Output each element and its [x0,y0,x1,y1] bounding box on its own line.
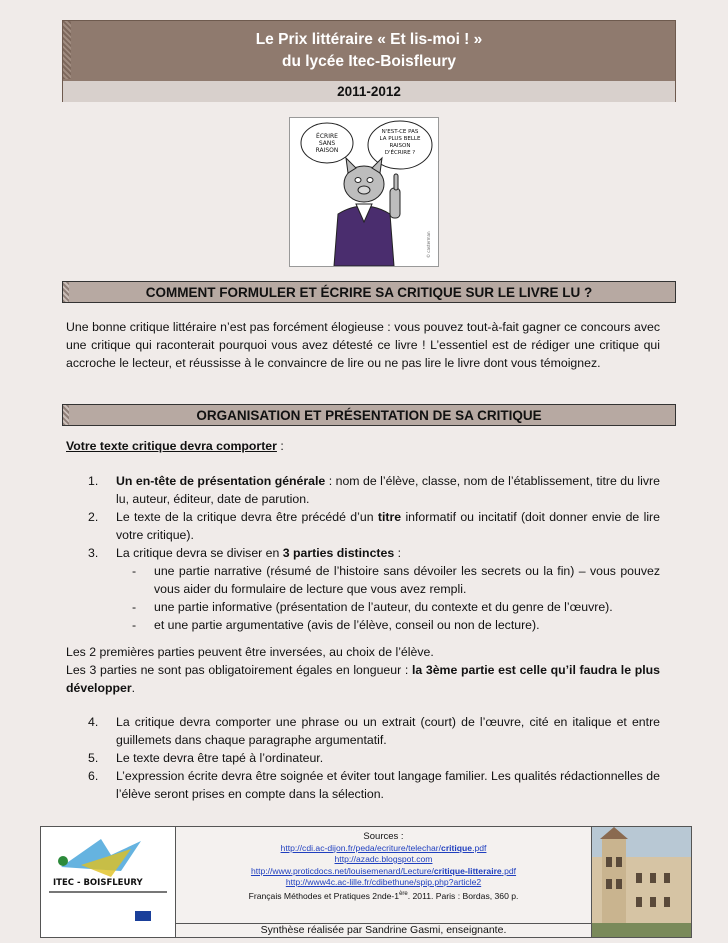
list-intro [66,437,660,455]
cartoon-cat-image [290,118,438,266]
section-heading-text: COMMENT FORMULER ET ÉCRIRE SA CRITIQUE SUR LE LIVRE LU ? [145,285,593,300]
book-reference-sup: ère [399,890,408,897]
list-item-number: 2. [88,510,99,524]
list-item-number: 5. [88,751,99,765]
notes-paragraph [66,643,660,697]
logo-text: ITEC - BOISFLEURY [53,878,143,888]
svg-text:LA PLUS BELLE: LA PLUS BELLE [379,136,421,142]
list-intro-suffix: : [276,439,284,453]
title-line1: Le Prix littéraire « Et lis-moi ! » [255,31,483,48]
svg-text:RAISON: RAISON [315,147,339,154]
list-item-bold: titre [377,510,402,524]
list-item [66,749,660,767]
source-link-3-end[interactable]: .pdf [501,865,517,876]
section-stripe [63,405,69,425]
source-link-4[interactable]: http://www4c.ac-lille.fr/cdibethune/spip.php?article2 [285,877,482,887]
note-2-bold: la 3ème partie est celle qu’il faudra le plus développer [66,663,660,695]
svg-text:© casterman: © casterman [426,231,431,258]
title-line2: du lycée Itec-Boisfleury [281,53,456,70]
note-2-end: . [131,681,136,695]
title-stripe [63,21,71,79]
sub-list-item-text: une partie narrative (résumé de l’histoire sans dévoiler les secrets ou la fin) – vous pouvez vous aider du formulaire de lecture que vous avez rempli. [154,564,660,596]
source-link-1[interactable] [176,843,591,855]
list-item-text: Le texte devra être tapé à l’ordinateur. [116,751,324,765]
svg-text:RAISON: RAISON [389,143,411,149]
list-item-text: La critique devra comporter une phrase ou un extrait (court) de l’œuvre, cité en italique et entre guillemets dans chaque paragraphe argumentatif. [116,715,660,747]
book-reference-text: Français Méthodes et Pratiques 2nde-1 [248,890,400,901]
requirements-list [66,472,660,634]
svg-text:ÉCRIRE: ÉCRIRE [316,133,338,140]
cartoon-illustration [289,117,439,267]
list-item-number: 1. [88,474,99,488]
source-link-1-end[interactable]: .pdf [472,842,487,853]
source-link-3[interactable] [176,866,591,878]
list-item-bold: Un en-tête de présentation générale [116,474,326,488]
sub-list-item [66,562,660,598]
dash-bullet: - [132,564,137,578]
intro-paragraph: Une bonne critique littéraire n’est pas forcément élogieuse : vous pouvez tout-à-fait gagner ce concours avec une critique qui raconterait pourquoi vous avez détesté ce livre ! L’essentiel est de rédiger une critique qui accroche le lecteur, et réussisse à le convaincre de lire ou ne pas lire le livre dont vous témoignez. [66,320,660,370]
list-item-number: 6. [88,769,99,783]
building-photo [592,827,691,937]
list-item [66,713,660,749]
section-heading-organisation [62,404,676,426]
list-intro-label: Votre texte critique devra comporter [66,439,277,453]
sub-list-item [66,598,660,616]
dash-bullet: - [132,618,137,632]
svg-text:D'ÉCRIRE ?: D'ÉCRIRE ? [384,150,416,156]
note-2-text: Les 3 parties ne sont pas obligatoirement égales en longueur : [66,663,412,677]
note-2 [66,661,660,697]
list-item [66,508,660,544]
svg-text:N'EST-CE PAS: N'EST-CE PAS [381,129,419,135]
list-item [66,472,660,508]
source-link-3-bold[interactable]: critique-litteraire [433,865,502,876]
school-photo [591,827,691,937]
list-item-text: informatif ou incitatif (doit donner envie de lire votre critique). [116,510,660,542]
section-stripe [63,282,69,302]
note-1: Les 2 premières parties peuvent être inversées, au choix de l’élève. [66,645,434,659]
school-logo [41,827,176,937]
sources-title: Sources : [363,831,404,842]
list-item-number: 3. [88,546,99,560]
list-item [66,544,660,562]
source-link-3-text[interactable]: http://www.proticdocs.net/louisemenard/Lecture/ [250,865,434,876]
sub-list-item-text: une partie informative (présentation de l’auteur, du contexte et du genre de l’œuvre). [154,600,613,614]
list-item-text: L’expression écrite devra être soignée et éviter tout langage familier. Les qualités rédactionnelles de l’élève seront prises en compte dans la sélection. [116,769,660,801]
section-heading-critique [62,281,676,303]
year-label: 2011-2012 [63,81,675,102]
list-item-number: 4. [88,715,99,729]
source-link-2[interactable]: http://azadc.blogspot.com [334,854,433,864]
source-link-1-bold[interactable]: critique [441,842,473,853]
list-item-bold: 3 parties distinctes [282,546,395,560]
credit-line: Synthèse réalisée par Sandrine Gasmi, enseignante. [176,923,591,937]
footer [40,826,692,938]
source-link-1-text[interactable]: http://cdi.ac-dijon.fr/peda/ecriture/telechar/ [280,842,442,853]
list-item-text-pre: La critique devra se diviser en [116,546,283,560]
sub-list-item [66,616,660,634]
list-item-text: : nom de l’élève, classe, nom de l’établissement, titre du livre lu, auteur, éditeur, date de parution. [116,474,660,506]
sub-list-item-text: et une partie argumentative (avis de l’élève, conseil ou non de lecture). [154,618,540,632]
svg-text:SANS: SANS [318,140,336,147]
list-item-text-pre: Le texte de la critique devra être précédé d’un [116,510,378,524]
section-heading-text: ORGANISATION ET PRÉSENTATION DE SA CRITIQUE [196,408,542,423]
book-reference [176,889,591,902]
logo-graphic [41,827,175,937]
book-reference-end: . 2011. Paris : Bordas, 360 p. [407,890,519,901]
title-banner [71,21,667,79]
list-item-text: : [394,546,402,560]
sources-block [176,827,591,937]
requirements-list-continued [66,713,660,803]
list-item [66,767,660,803]
title-box [62,20,676,102]
dash-bullet: - [132,600,137,614]
